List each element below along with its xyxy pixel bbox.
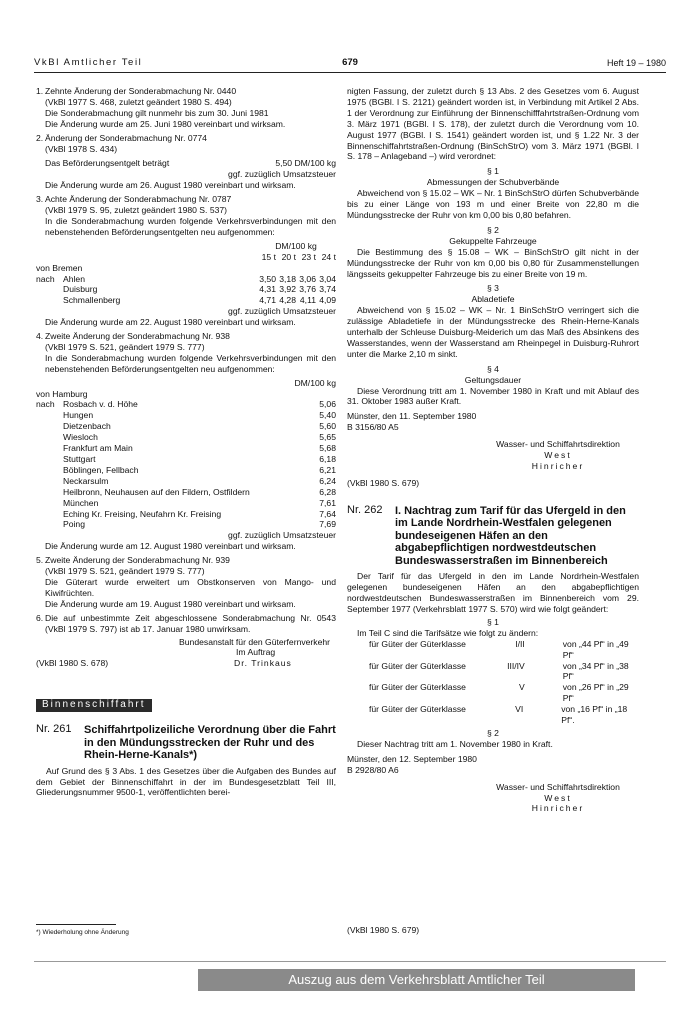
file-number: B 3156/80 A5 bbox=[347, 422, 399, 433]
paragraph-4-heading: § 4 bbox=[487, 363, 499, 374]
header-rule bbox=[34, 72, 666, 73]
item-2 bbox=[36, 133, 336, 192]
section-2-body: Dieser Nachtrag tritt am 1. November 1980 in Kraft. bbox=[357, 738, 553, 749]
rate-row bbox=[36, 454, 336, 465]
destination: Dietzenbach bbox=[63, 421, 111, 432]
destination: Böblingen, Fellbach bbox=[63, 464, 139, 475]
rate: 6,18 bbox=[319, 454, 336, 464]
rate-change: von „16 Pf“ in „18 Pf“. bbox=[561, 704, 628, 726]
nach-label: nach bbox=[36, 399, 55, 410]
tariff-row bbox=[347, 661, 639, 683]
rate-table-bremen bbox=[36, 241, 336, 328]
col-23t: 23 t bbox=[301, 251, 316, 262]
authority-region: West bbox=[544, 792, 572, 803]
reference: (VkBl 1980 S. 679) bbox=[347, 477, 420, 488]
destination: Neckarsulm bbox=[63, 475, 109, 486]
authority-region: West bbox=[544, 450, 572, 461]
regulation-number: Nr. 262 bbox=[347, 503, 383, 516]
item-text: In die Sonderabmachung wurden folgende Verkehrsverbindungen mit den nebenstehenden Beförderungsentgelten neu aufgenommen: bbox=[45, 352, 336, 374]
rate: 7,69 bbox=[319, 519, 336, 530]
tariff-row bbox=[347, 639, 639, 661]
reference: (VkBl 1980 S. 679) bbox=[347, 925, 420, 935]
rate: 3,06 bbox=[299, 273, 316, 284]
section-1-heading: § 1 bbox=[487, 616, 499, 627]
rate: 3,76 bbox=[299, 284, 316, 295]
rate-table-hamburg bbox=[36, 378, 336, 553]
vat-note: ggf. zuzüglich Umsatzsteuer bbox=[228, 169, 336, 180]
paragraph-4-body: Diese Verordnung tritt am 1. November 1980 in Kraft und mit Ablauf des 31. Oktober 1983 außer Kraft. bbox=[347, 385, 639, 407]
goods-class: I/II bbox=[515, 638, 525, 649]
signer: Hinricher bbox=[531, 461, 585, 471]
right-column bbox=[347, 86, 639, 814]
regulation-title: I. Nachtrag zum Tarif für das Ufergeld in den im Lande Nordrhein-Westfalen gelegenen bundeseigenen Häfen an den abgabepflichtigen nordwestdeutschen Bundeswasserstraßen im Binnenbereich bbox=[395, 504, 626, 567]
goods-class: V bbox=[519, 682, 525, 693]
item-ref: (VkBl 1979 S. 521, geändert 1979 S. 777) bbox=[45, 566, 205, 577]
regulation-262 bbox=[347, 505, 639, 568]
issue-number: Heft 19 – 1980 bbox=[606, 58, 666, 68]
section-2-heading: § 2 bbox=[487, 728, 499, 738]
rate-change: von „44 Pf“ in „49 Pf“ bbox=[562, 638, 629, 660]
tariff-row bbox=[347, 682, 639, 704]
vat-note: ggf. zuzüglich Umsatzsteuer bbox=[228, 306, 336, 317]
item-text: In die Sonderabmachung wurden folgende Verkehrsverbindungen mit den nebenstehenden Beförderungsentgelten neu aufgenommen: bbox=[45, 215, 336, 237]
preamble: nigten Fassung, der zuletzt durch § 13 Abs. 2 des Gesetzes vom 6. August 1975 (BGBl. I S. 2121) geändert worden ist, in Verbindung mit Artikel 2 Abs. 1 der Verordnung zur Einführung der Binnenschifffahrtstraßen-Ordnung vom 3. März 1971 (BGBl. I S. 178), der zuletzt durch die Verordnung vom 10. August 1977 (BGBl. I S. 1541) geändert worden ist, und § 1.22 Nr. 3 der Binnenschiffahrtstraßen-Ordnung (BinSchStrO) vom 3. März 1971 (BGBl. I S. 178 – Anlageband –) wird verordnet: bbox=[347, 86, 639, 162]
item-number: 4. bbox=[36, 331, 44, 342]
rate: 4,31 bbox=[259, 284, 276, 295]
nach-label bbox=[36, 476, 63, 487]
item-title: Änderung der Sonderabmachung Nr. 0774 bbox=[45, 132, 207, 143]
unit-label: DM/100 kg bbox=[294, 377, 336, 388]
destination: Hungen bbox=[63, 410, 94, 421]
footnote: *) Wiederholung ohne Änderung bbox=[36, 929, 129, 936]
rate: 6,28 bbox=[319, 486, 336, 497]
item-text: Die Güterart wurde erweitert um Obstkonserven von Mango- und Kiwifrüchten. bbox=[45, 576, 336, 598]
item-6 bbox=[36, 613, 336, 635]
nach-label bbox=[36, 487, 63, 498]
rate: 3,04 bbox=[319, 273, 336, 284]
rate: 5,65 bbox=[319, 432, 336, 443]
goods-class-label: für Güter der Güterklasse bbox=[369, 638, 466, 649]
rate: 5,68 bbox=[319, 443, 336, 454]
item-1 bbox=[36, 86, 336, 130]
nach-label bbox=[36, 432, 63, 443]
signature-block bbox=[347, 439, 639, 472]
origin: von Bremen bbox=[36, 262, 83, 273]
paragraph-1-body: Abweichend von § 15.02 – WK – Nr. 1 BinSchStrO dürfen Schubverbände bis zu einer Länge von 193 m und einer Breite von 22,80 m die Mündungsstrecke der Ruhr von km 0,00 bis 0,80 befahren. bbox=[347, 188, 639, 220]
item-number: 5. bbox=[36, 555, 44, 566]
goods-class-label: für Güter der Güterklasse bbox=[369, 704, 466, 715]
destination: Duisburg bbox=[63, 284, 98, 295]
vat-note: ggf. zuzüglich Umsatzsteuer bbox=[228, 530, 336, 541]
signer: Dr. Trinkaus bbox=[234, 658, 292, 669]
col-24t: 24 t bbox=[321, 251, 336, 262]
nach-label bbox=[36, 498, 63, 509]
footnote-rule bbox=[36, 924, 116, 925]
page-header bbox=[34, 58, 666, 70]
authority: Wasser- und Schiffahrtsdirektion bbox=[496, 439, 620, 450]
nach-label bbox=[36, 443, 63, 454]
origin: von Hamburg bbox=[36, 388, 88, 399]
weight-header bbox=[36, 252, 336, 263]
destination: München bbox=[63, 497, 99, 508]
fee-value: 5,50 DM/100 kg bbox=[275, 158, 336, 169]
rate: 3,18 bbox=[279, 273, 296, 284]
rate: 4,11 bbox=[299, 295, 316, 306]
place-date: Münster, den 12. September 1980 bbox=[347, 753, 477, 764]
destination: Frankfurt am Main bbox=[63, 443, 133, 454]
rate: 4,71 bbox=[259, 295, 276, 306]
regulation-title: Schiffahrtpolizeiliche Verordnung über die Fahrt in den Mündungsstrecken der Ruhr und des Rhein-Herne-Kanals*) bbox=[84, 724, 336, 762]
rate-row bbox=[36, 284, 336, 295]
item-text: Die auf unbestimmte Zeit abgeschlossene Sonderabmachung Nr. 0543 (VkBl 1979 S. 797) ist ab 17. Januar 1980 unwirksam. bbox=[45, 612, 336, 634]
nach-label: nach bbox=[36, 273, 55, 284]
reference: (VkBl 1980 S. 678) bbox=[36, 658, 109, 669]
item-agreed: Die Änderung wurde am 12. August 1980 vereinbart und wirksam. bbox=[45, 541, 296, 552]
section-1-body: Im Teil C sind die Tarifsätze wie folgt zu ändern: bbox=[357, 627, 539, 638]
paragraph-3-body: Abweichend von § 15.02 – WK – Nr. 1 BinSchStrO verringert sich die zulässige Abladetiefe in der Mündungsstrecke des Rhein-Herne-Kanals unterhalb der Schleuse Duisburg-Meiderich um das Maß des Absinkens des Wasserstandes, wenn der Wasserstand am Rheinpegel in Duisburg-Ruhrort unter die Marke 2,10 m sinkt. bbox=[347, 305, 639, 359]
place-date: Münster, den 11. September 1980 bbox=[347, 411, 477, 422]
rate-row bbox=[36, 421, 336, 432]
rate: 4,09 bbox=[319, 295, 336, 306]
paragraph-4-title: Geltungsdauer bbox=[464, 374, 522, 385]
rate: 3,92 bbox=[279, 284, 296, 295]
paragraph-3-title: Abladetiefe bbox=[471, 294, 515, 305]
rate: 3,50 bbox=[259, 273, 276, 284]
item-number: 2. bbox=[36, 132, 44, 143]
rate: 5,60 bbox=[319, 421, 336, 432]
rate-row bbox=[36, 519, 336, 530]
page-number: 679 bbox=[342, 57, 358, 68]
tariff-row bbox=[347, 704, 639, 726]
rate-change: von „26 Pf“ in „29 Pf“ bbox=[562, 682, 629, 704]
item-ref: (VkBl 1979 S. 95, zuletzt geändert 1980 S. 537) bbox=[45, 205, 228, 216]
rate: 4,28 bbox=[279, 295, 296, 306]
destination: Poing bbox=[63, 519, 85, 530]
destination: Schmallenberg bbox=[63, 295, 121, 306]
destination: Stuttgart bbox=[63, 454, 96, 464]
on-behalf: Im Auftrag bbox=[236, 647, 276, 658]
destination: Rosbach v. d. Höhe bbox=[63, 399, 138, 410]
signature-block bbox=[347, 782, 639, 815]
left-column bbox=[36, 86, 336, 798]
rate-row bbox=[36, 443, 336, 454]
item-number: 6. bbox=[36, 612, 44, 623]
rate-row bbox=[36, 399, 336, 410]
rate-row bbox=[36, 274, 336, 285]
rate-change: von „34 Pf“ in „38 Pf“ bbox=[562, 660, 629, 682]
paragraph-2-heading: § 2 bbox=[487, 224, 499, 235]
journal-name: VkBl Amtlicher Teil bbox=[34, 57, 143, 68]
goods-class: III/IV bbox=[507, 660, 525, 671]
rate: 6,21 bbox=[319, 464, 336, 475]
paragraph-2-body: Die Bestimmung des § 15.08 – WK – BinSchStrO gilt nicht in der Mündungsstrecke der Ruhr von km 0,00 bis 0,80 für Zusammenstellungen längsseits gekuppelter Fahrzeuge bis zu einer Breite von 19 m. bbox=[347, 246, 639, 279]
regulation-261 bbox=[36, 724, 336, 762]
destination: Eching Kr. Freising, Neufahrn Kr. Freising bbox=[63, 508, 222, 519]
rate-row bbox=[36, 295, 336, 306]
item-title: Zehnte Änderung der Sonderabmachung Nr. 0440 bbox=[45, 86, 237, 96]
nach-label bbox=[36, 509, 63, 520]
nach-label bbox=[36, 465, 63, 476]
goods-class-label: für Güter der Güterklasse bbox=[369, 682, 466, 693]
nach-label bbox=[36, 421, 63, 432]
rate: 7,61 bbox=[319, 497, 336, 508]
rate-row bbox=[36, 465, 336, 476]
fee-label: Das Beförderungsentgelt beträgt bbox=[45, 158, 170, 169]
item-text: Die Sonderabmachung gilt nunmehr bis zum 30. Juni 1981 bbox=[45, 107, 269, 118]
nach-label bbox=[36, 519, 63, 530]
item-agreed: Die Änderung wurde am 22. August 1980 vereinbart und wirksam. bbox=[45, 317, 296, 328]
section-heading: Binnenschiffahrt bbox=[36, 699, 152, 712]
regulation-body: Der Tarif für das Ufergeld in den im Lande Nordrhein-Westfalen gelegenen bundeseigenen Häfen an den abgabepflichtigen nordwestdeutschen Bundeswasserstraßen im Binnenbereich vom 29. September 1977 (Verkehrsblatt 1977 S. 570) wird wie folgt geändert: bbox=[347, 571, 639, 615]
item-3 bbox=[36, 194, 336, 238]
destination: Wiesloch bbox=[63, 432, 98, 443]
item-4 bbox=[36, 331, 336, 375]
tariff-table bbox=[347, 639, 639, 726]
rate-row bbox=[36, 498, 336, 509]
rate: 5,40 bbox=[319, 410, 336, 421]
item-title: Zweite Änderung der Sonderabmachung Nr. 938 bbox=[45, 331, 230, 342]
authority: Wasser- und Schiffahrtsdirektion bbox=[496, 781, 620, 792]
paragraph-2-title: Gekuppelte Fahrzeuge bbox=[449, 235, 537, 246]
col-15t: 15 t bbox=[261, 251, 276, 262]
rate-row bbox=[36, 487, 336, 498]
item-ref: (VkBl 1977 S. 468, zuletzt geändert 1980 S. 494) bbox=[45, 96, 232, 107]
regulation-body: Auf Grund des § 3 Abs. 1 des Gesetzes über die Aufgaben des Bundes auf dem Gebiet der Binnenschiffahrt in der im Bundesgesetzblatt Teil III, Gliederungsnummer 9500-1, veröffentlichten berei- bbox=[36, 765, 336, 798]
fee-row bbox=[45, 158, 336, 169]
destination: Ahlen bbox=[63, 273, 85, 284]
paragraph-1-heading: § 1 bbox=[487, 166, 499, 177]
destination: Heilbronn, Neuhausen auf den Fildern, Ostfildern bbox=[63, 486, 250, 497]
rate-row bbox=[36, 476, 336, 487]
regulation-number: Nr. 261 bbox=[36, 723, 72, 736]
nach-label bbox=[36, 454, 63, 465]
col-20t: 20 t bbox=[281, 251, 296, 262]
goods-class: VI bbox=[515, 704, 524, 715]
item-ref: (VkBl 1978 S. 434) bbox=[45, 143, 118, 154]
goods-class-label: für Güter der Güterklasse bbox=[369, 660, 466, 671]
rate: 5,06 bbox=[319, 399, 336, 410]
rate: 3,74 bbox=[319, 284, 336, 295]
authority: Bundesanstalt für den Güterfernverkehr bbox=[179, 636, 330, 647]
signature-block bbox=[36, 637, 336, 670]
item-title: Achte Änderung der Sonderabmachung Nr. 0787 bbox=[45, 194, 232, 205]
unit-label: DM/100 kg bbox=[275, 240, 317, 251]
item-agreed: Die Änderung wurde am 19. August 1980 vereinbart und wirksam. bbox=[45, 598, 296, 609]
footer-banner: Auszug aus dem Verkehrsblatt Amtlicher Teil bbox=[198, 969, 635, 991]
paragraph-1-title: Abmessungen der Schubverbände bbox=[426, 177, 560, 188]
item-number: 3. bbox=[36, 194, 44, 205]
rate: 7,64 bbox=[319, 508, 336, 519]
rate-row bbox=[36, 410, 336, 421]
hamburg-destinations bbox=[36, 399, 336, 530]
item-agreed: Die Änderung wurde am 26. August 1980 vereinbart und wirksam. bbox=[45, 180, 296, 191]
nach-label bbox=[36, 410, 63, 421]
signer: Hinricher bbox=[531, 803, 585, 814]
rate: 6,24 bbox=[319, 475, 336, 486]
item-ref: (VkBl 1979 S. 521, geändert 1979 S. 777) bbox=[45, 341, 205, 352]
file-number: B 2928/80 A6 bbox=[347, 764, 399, 775]
footer-rule bbox=[34, 961, 666, 962]
item-5 bbox=[36, 555, 336, 610]
rate-row bbox=[36, 509, 336, 520]
paragraph-3-heading: § 3 bbox=[487, 283, 499, 294]
item-agreed: Die Änderung wurde am 25. Juni 1980 vereinbart und wirksam. bbox=[45, 118, 286, 129]
rate-row bbox=[36, 432, 336, 443]
item-title: Zweite Änderung der Sonderabmachung Nr. 939 bbox=[45, 555, 230, 566]
item-number: 1. bbox=[36, 86, 44, 96]
